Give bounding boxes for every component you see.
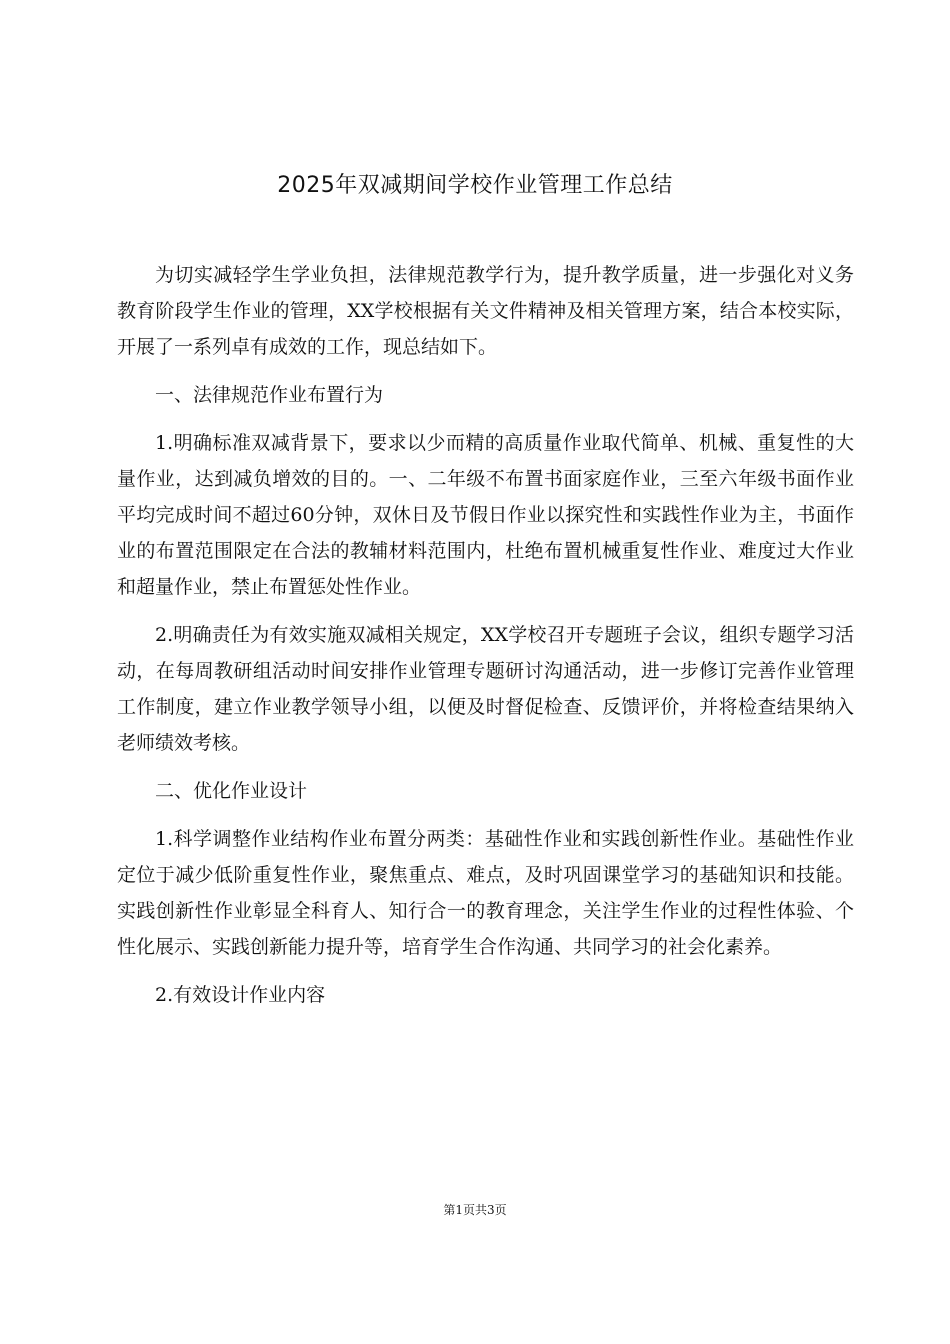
page-footer: 第1页共3页 — [443, 1203, 507, 1217]
body-paragraph: 1.明确标准双减背景下，要求以少而精的高质量作业取代简单、机械、重复性的大量作业，达到减负增效的目的。一、二年级不布置书面家庭作业，三至六年级书面作业平均完成时间不超过60分钟，双休日及节假日作业以探究性和实践性作业为主，书面作业的布置范围限定在合法的教辅材料范围内，杜绝布置机械重复性作业、难度过大作业和超量作业，禁止布置惩处性作业。 — [117, 432, 854, 598]
document-body — [117, 257, 854, 1025]
body-paragraph: 1.科学调整作业结构作业布置分两类：基础性作业和实践创新性作业。基础性作业定位于减少低阶重复性作业，聚焦重点、难点，及时巩固课堂学习的基础知识和技能。实践创新性作业彰显全科育人、知行合一的教育理念，关注学生作业的过程性体验、个性化展示、实践创新能力提升等，培育学生合作沟通、共同学习的社会化素养。 — [117, 828, 854, 958]
document-title: 2025年双减期间学校作业管理工作总结 — [277, 173, 673, 198]
subheading: 2.有效设计作业内容 — [155, 984, 326, 1006]
section-heading-1: 一、法律规范作业布置行为 — [155, 384, 384, 406]
intro-paragraph: 为切实减轻学生学业负担，法律规范教学行为，提升教学质量，进一步强化对义务教育阶段学生作业的管理，XX学校根据有关文件精神及相关管理方案，结合本校实际，开展了一系列卓有成效的工作，现总结如下。 — [117, 264, 854, 358]
section-heading-2: 二、优化作业设计 — [155, 780, 308, 802]
body-paragraph: 2.明确责任为有效实施双减相关规定，XX学校召开专题班子会议，组织专题学习活动，在每周教研组活动时间安排作业管理专题研讨沟通活动，进一步修订完善作业管理工作制度，建立作业教学领导小组，以便及时督促检查、反馈评价，并将检查结果纳入老师绩效考核。 — [117, 624, 854, 754]
